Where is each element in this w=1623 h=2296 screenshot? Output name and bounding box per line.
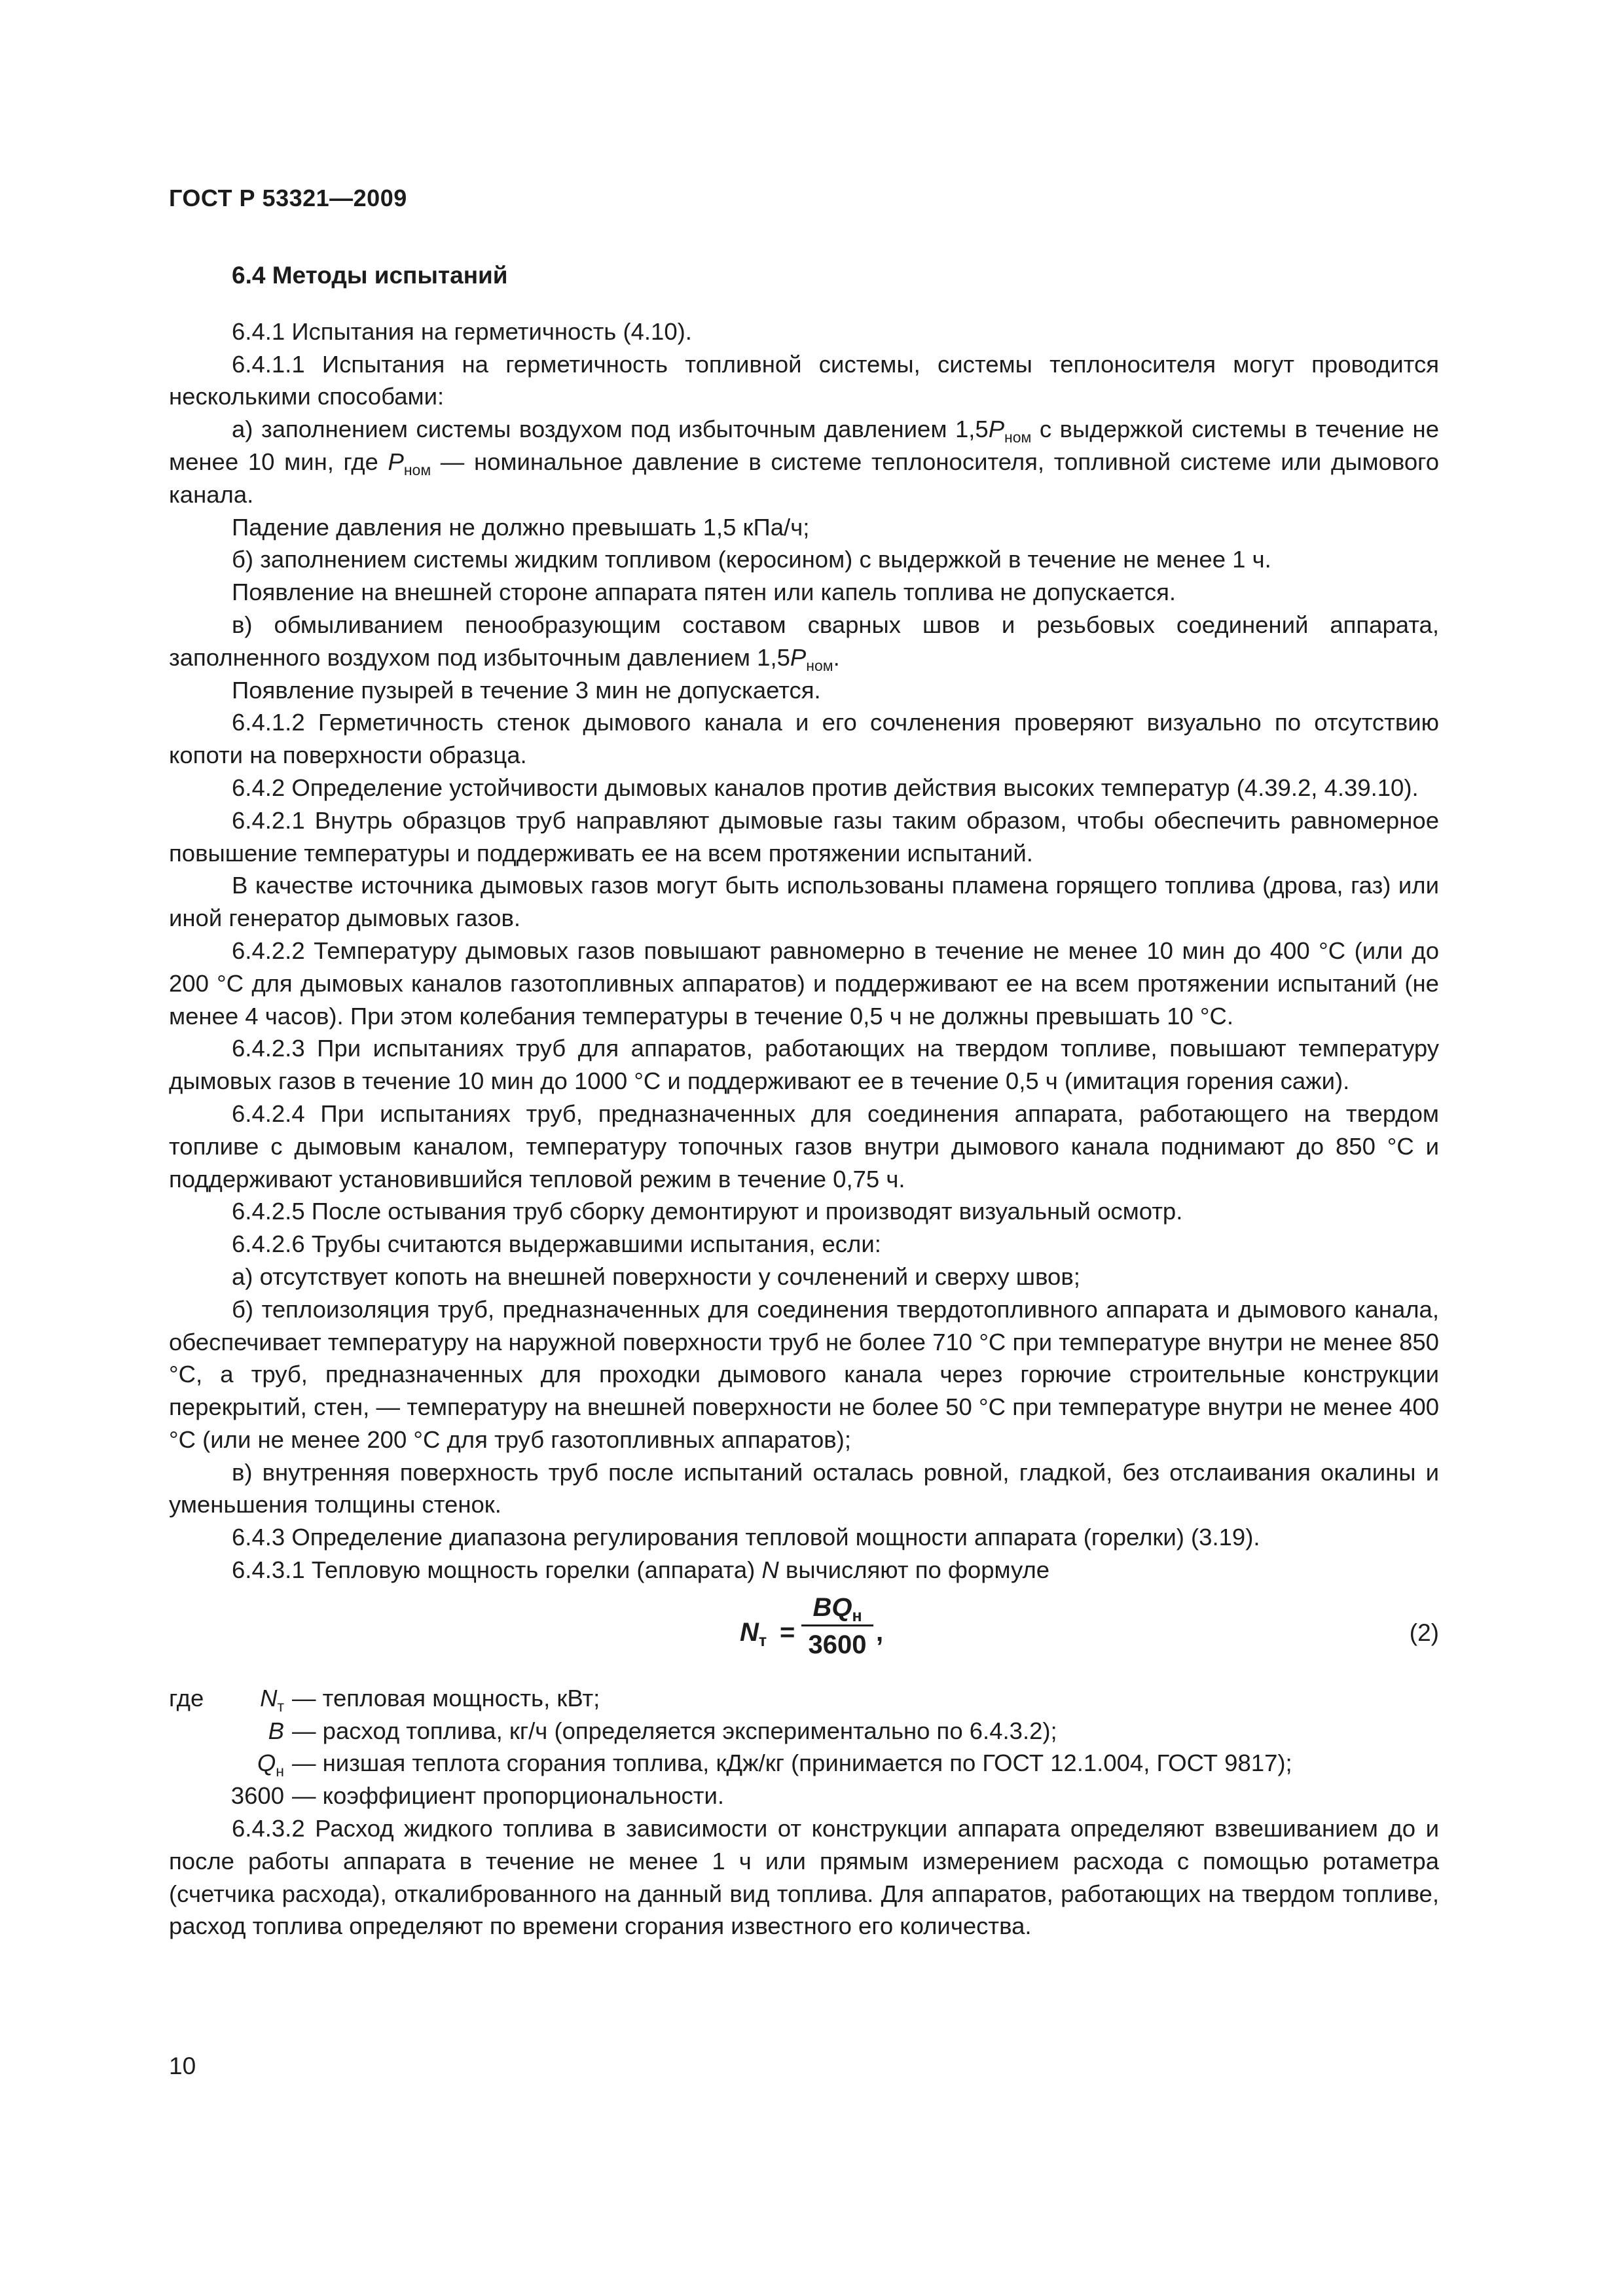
formula-denominator: 3600 <box>808 1630 867 1659</box>
formula-comma: , <box>876 1617 884 1647</box>
paragraph: Появление на внешней стороне аппарата пятен или капель топлива не допускается. <box>232 579 1176 606</box>
section-title: 6.4 Методы испытаний <box>232 262 508 289</box>
formula <box>169 1590 1439 1676</box>
paragraph: в) обмыливанием пенообразующим составом сварных швов и резьбовых соединений аппарата, заполненного воздухом под избыточным давлением $1,5P_{ном}$. <box>169 611 1439 674</box>
paragraph: 6.4.2 Определение устойчивости дымовых каналов против действия высоких температур (4.39.2, 4.39.10). <box>232 774 1419 801</box>
paragraph: 6.4.2.4 При испытаниях труб, предназначенных для соединения аппарата, работающего на твердом топливе с дымовым каналом, температуру топочных газов внутри дымового канала поднимают до 850 °С и поддерживают установившийся тепловой режим в течение 0,75 ч. <box>169 1100 1439 1193</box>
formula-fraction <box>801 1590 873 1660</box>
paragraph: 6.4.2.3 При испытаниях труб для аппаратов, работающих на твердом топливе, повышают температуру дымовых газов в течение 10 мин до 1000 °С и поддерживают ее в течение 0,5 ч (имитация горения сажи). <box>169 1035 1439 1095</box>
document-body <box>169 259 1439 1943</box>
paragraph: а) заполнением системы воздухом под избыточным давлением $1,5P_{ном}$ с выдержкой системы в течение не менее 10 мин, где $P_{ном}$ — номинальное давление в системе теплоносителя, топливной системе или дымового канала. <box>169 416 1439 508</box>
paragraph: 6.4.1.2 Герметичность стенок дымового канала и его сочленения проверяют визуально по отсутствию копоти на поверхности образца. <box>169 709 1439 769</box>
paragraph: 6.4.2.6 Трубы считаются выдержавшими испытания, если: <box>232 1230 881 1258</box>
paragraph: 6.4.2.1 Внутрь образцов труб направляют дымовые газы таким образом, чтобы обеспечить равномерное повышение температуры и поддерживать ее на всем протяжении испытаний. <box>169 806 1439 867</box>
paragraph: 6.4.3 Определение диапазона регулирования тепловой мощности аппарата (горелки) (3.19). <box>232 1524 1260 1551</box>
where-item: 3600 — коэффициент пропорциональности. <box>230 1782 725 1810</box>
paragraph: В качестве источника дымовых газов могут быть использованы пламена горящего топлива (дрова, газ) или иной генератор дымовых газов. <box>169 872 1439 932</box>
where-item: B — расход топлива, кг/ч (определяется экспериментально по 6.4.3.2); <box>268 1717 1057 1744</box>
where-item: $Q_н$ — низшая теплота сгорания топлива, кДж/кг (принимается по ГОСТ 12.1.004, ГОСТ 9817); <box>257 1749 1292 1780</box>
paragraph: в) внутренняя поверхность труб после испытаний осталась ровной, гладкой, без отслаивания окалины и уменьшения толщины стенок. <box>169 1458 1439 1518</box>
formula-lhs: $N_т$ <box>740 1617 767 1650</box>
where-lead: где <box>169 1684 204 1712</box>
formula-equals: = <box>780 1617 795 1647</box>
paragraph: б) заполнением системы жидким топливом (керосином) с выдержкой в течение не менее 1 ч. <box>232 546 1271 573</box>
paragraph: Появление пузырей в течение 3 мин не допускается. <box>232 676 821 704</box>
paragraph: 6.4.1.1 Испытания на герметичность топливной системы, системы теплоносителя могут проводится несколькими способами: <box>169 350 1439 410</box>
formula-numerator: $BQ_н$ <box>812 1592 862 1625</box>
paragraph: 6.4.2.5 После остывания труб сборку демонтируют и производят визуальный осмотр. <box>232 1198 1183 1225</box>
paragraph: 6.4.3.1 Тепловую мощность горелки (аппарата) N вычисляют по формуле <box>232 1556 1050 1584</box>
paragraph: 6.4.3.2 Расход жидкого топлива в зависимости от конструкции аппарата определяют взвешиванием до и после работы аппарата в течение не менее 1 ч или прямым измерением расхода с помощью ротаметра (счетчика расхода), откалиброванного на данный вид топлива. Для аппаратов, работающих на твердом топливе, расход топлива определяют по времени сгорания известного его количества. <box>169 1815 1439 1940</box>
paragraph: 6.4.1 Испытания на герметичность (4.10). <box>232 317 692 345</box>
paragraph: Падение давления не должно превышать 1,5 кПа/ч; <box>232 513 810 541</box>
where-item: где $N_т$ — тепловая мощность, кВт; <box>169 1682 1439 1715</box>
paragraph: 6.4.2.2 Температуру дымовых газов повышают равномерно в течение не менее 10 мин до 400 °С (или до 200 °С для дымовых каналов газотопливных аппаратов) и поддерживают ее на всем протяжении испытаний (не менее 4 часов). При этом колебания температуры в течение 0,5 ч не должны превышать 10 °С. <box>169 937 1439 1030</box>
formula-number: (2) <box>1409 1619 1439 1646</box>
document-header: ГОСТ Р 53321—2009 <box>169 185 407 211</box>
paragraph: б) теплоизоляция труб, предназначенных для соединения твердотопливного аппарата и дымового канала, обеспечивает температуру на наружной поверхности труб не более 710 °С при температуре внутри не менее 850 °С, а труб, предназначенных для проходки дымового канала через горючие строительные конструкции перекрытий, стен, — температуру на внешней поверхности не более 50 °С при температуре внутри не менее 400 °С (или не менее 200 °С для труб газотопливных аппаратов); <box>169 1295 1439 1453</box>
paragraph: а) отсутствует копоть на внешней поверхности у сочленений и сверху швов; <box>232 1263 1080 1290</box>
page-number: 10 <box>169 2053 196 2079</box>
